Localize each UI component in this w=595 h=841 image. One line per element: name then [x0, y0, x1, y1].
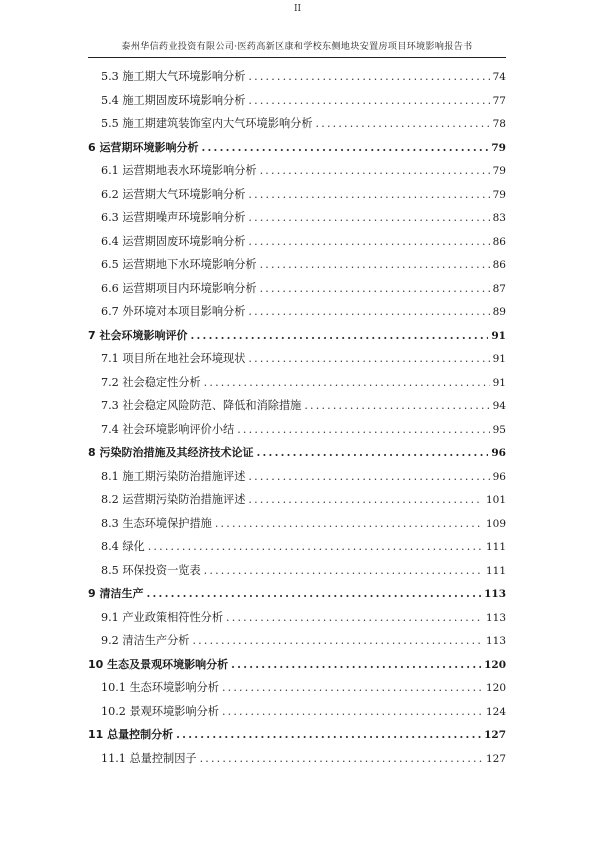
toc-entry-label: 7.2 社会稳定性分析	[101, 375, 201, 389]
toc-section-entry[interactable]	[88, 488, 506, 512]
toc-entry-page-number: 91	[492, 353, 506, 365]
toc-section-entry[interactable]	[88, 606, 506, 630]
toc-section-entry[interactable]	[88, 230, 506, 254]
toc-entry-label: 10.2 景观环境影响分析	[101, 704, 219, 718]
toc-entry-page-number: 79	[492, 165, 506, 177]
toc-dot-leader	[260, 159, 490, 183]
toc-section-entry[interactable]	[88, 465, 506, 489]
toc-dot-leader	[222, 676, 483, 700]
toc-section-entry[interactable]	[88, 112, 506, 136]
toc-dot-leader	[215, 512, 483, 536]
toc-entry-page-number: 113	[485, 611, 506, 624]
toc-dot-leader	[248, 206, 489, 230]
toc-section-entry[interactable]	[88, 300, 506, 324]
toc-entry-label: 6.6 运营期项目内环境影响分析	[101, 281, 257, 295]
toc-chapter-entry[interactable]	[88, 441, 506, 465]
toc-section-entry[interactable]	[88, 559, 506, 583]
toc-dot-leader	[248, 300, 489, 324]
toc-section-entry[interactable]	[88, 183, 506, 207]
toc-dot-leader	[190, 324, 488, 348]
toc-entry-page-number: 79	[492, 188, 506, 201]
toc-entry-label: 9.1 产业政策相符性分析	[101, 610, 224, 624]
toc-entry-label: 10 生态及景观环境影响分析	[88, 657, 229, 671]
toc-entry-label: 9 清洁生产	[88, 587, 144, 600]
toc-entry-page-number: 91	[491, 329, 506, 342]
toc-entry-label: 5.5 施工期建筑装饰室内大气环境影响分析	[101, 117, 313, 130]
toc-entry-page-number: 89	[492, 306, 506, 318]
toc-entry-label: 6.3 运营期噪声环境影响分析	[101, 211, 246, 224]
toc-entry-label: 11.1 总量控制因子	[101, 751, 197, 765]
toc-dot-leader	[237, 418, 489, 442]
toc-entry-page-number: 78	[492, 118, 506, 130]
toc-entry-page-number: 77	[492, 94, 506, 107]
toc-dot-leader	[192, 629, 482, 653]
toc-dot-leader	[222, 700, 483, 724]
toc-dot-leader	[316, 112, 490, 136]
toc-entry-label: 6.4 运营期固废环境影响分析	[101, 234, 246, 248]
toc-dot-leader	[260, 253, 490, 277]
toc-entry-page-number: 86	[492, 259, 506, 271]
toc-dot-leader	[248, 183, 489, 207]
toc-section-entry[interactable]	[88, 747, 506, 771]
toc-section-entry[interactable]	[88, 89, 506, 113]
toc-entry-label: 5.3 施工期大气环境影响分析	[101, 70, 246, 83]
toc-entry-label: 8.5 环保投资一览表	[101, 563, 201, 577]
toc-entry-page-number: 86	[492, 235, 506, 248]
toc-dot-leader	[248, 65, 489, 89]
toc-entry-label: 6.5 运营期地下水环境影响分析	[101, 258, 257, 271]
toc-dot-leader	[260, 277, 490, 301]
toc-entry-page-number: 95	[492, 423, 506, 436]
toc-entry-page-number: 96	[492, 470, 506, 483]
toc-entry-label: 8.1 施工期污染防治措施评述	[101, 469, 246, 483]
toc-entry-page-number: 124	[485, 705, 506, 718]
toc-dot-leader	[248, 347, 489, 371]
toc-dot-leader	[248, 465, 489, 489]
table-of-contents	[88, 65, 506, 770]
toc-entry-page-number: 96	[491, 447, 506, 459]
toc-dot-leader	[304, 394, 489, 418]
document-header: 泰州华信药业投资有限公司·医药高新区康和学校东侧地块安置房项目环境影响报告书	[121, 42, 473, 52]
toc-dot-leader	[204, 371, 490, 395]
toc-section-entry[interactable]	[88, 512, 506, 536]
toc-dot-leader	[256, 441, 488, 465]
toc-entry-label: 6 运营期环境影响分析	[88, 140, 199, 154]
toc-entry-label: 6.2 运营期大气环境影响分析	[101, 187, 246, 201]
toc-dot-leader	[176, 723, 481, 747]
toc-entry-page-number: 120	[485, 682, 506, 694]
toc-entry-label: 5.4 施工期固废环境影响分析	[101, 93, 246, 107]
toc-section-entry[interactable]	[88, 371, 506, 395]
toc-dot-leader	[201, 136, 488, 160]
toc-section-entry[interactable]	[88, 418, 506, 442]
toc-dot-leader	[146, 582, 481, 606]
toc-entry-page-number: 127	[485, 752, 506, 765]
toc-entry-label: 9.2 清洁生产分析	[101, 634, 190, 647]
toc-entry-page-number: 111	[485, 541, 506, 553]
toc-entry-page-number: 83	[492, 212, 506, 224]
toc-section-entry[interactable]	[88, 65, 506, 89]
toc-section-entry[interactable]	[88, 676, 506, 700]
toc-dot-leader	[148, 535, 483, 559]
toc-section-entry[interactable]	[88, 535, 506, 559]
toc-entry-page-number: 74	[492, 71, 506, 83]
toc-chapter-entry[interactable]	[88, 653, 506, 677]
toc-section-entry[interactable]	[88, 629, 506, 653]
toc-chapter-entry[interactable]	[88, 324, 506, 348]
toc-entry-page-number: 87	[492, 282, 506, 295]
toc-entry-page-number: 120	[484, 658, 506, 671]
toc-dot-leader	[200, 747, 483, 771]
toc-section-entry[interactable]	[88, 206, 506, 230]
toc-chapter-entry[interactable]	[88, 723, 506, 747]
toc-section-entry[interactable]	[88, 394, 506, 418]
toc-chapter-entry[interactable]	[88, 136, 506, 160]
toc-entry-label: 6.1 运营期地表水环境影响分析	[101, 164, 257, 177]
toc-entry-label: 10.1 生态环境影响分析	[101, 681, 219, 694]
toc-dot-leader	[248, 488, 483, 512]
toc-entry-label: 7.4 社会环境影响评价小结	[101, 422, 235, 436]
toc-section-entry[interactable]	[88, 347, 506, 371]
toc-dot-leader	[204, 559, 483, 583]
toc-entry-label: 7.3 社会稳定风险防范、降低和消除措施	[101, 399, 302, 412]
toc-dot-leader	[226, 606, 483, 630]
toc-entry-label: 11 总量控制分析	[88, 728, 174, 741]
toc-entry-label: 8 污染防治措施及其经济技术论证	[88, 446, 254, 459]
header-divider	[88, 57, 506, 58]
toc-entry-page-number: 79	[491, 141, 506, 154]
toc-dot-leader	[248, 89, 489, 113]
toc-section-entry[interactable]	[88, 253, 506, 277]
toc-entry-label: 8.3 生态环境保护措施	[101, 516, 212, 530]
toc-dot-leader	[248, 230, 489, 254]
toc-entry-page-number: 127	[484, 729, 506, 741]
toc-entry-label: 6.7 外环境对本项目影响分析	[101, 305, 246, 318]
toc-entry-page-number: 101	[485, 494, 506, 506]
page-number: II	[293, 4, 302, 14]
toc-entry-page-number: 111	[485, 564, 506, 577]
toc-entry-label: 7.1 项目所在地社会环境现状	[101, 352, 246, 365]
toc-section-entry[interactable]	[88, 277, 506, 301]
toc-section-entry[interactable]	[88, 700, 506, 724]
toc-entry-label: 7 社会环境影响评价	[88, 328, 188, 342]
toc-entry-page-number: 94	[492, 400, 506, 412]
toc-entry-page-number: 113	[485, 635, 506, 647]
toc-entry-page-number: 113	[484, 588, 506, 600]
toc-dot-leader	[231, 653, 481, 677]
toc-entry-page-number: 109	[485, 517, 506, 530]
toc-chapter-entry[interactable]	[88, 582, 506, 606]
toc-section-entry[interactable]	[88, 159, 506, 183]
toc-entry-page-number: 91	[492, 376, 506, 389]
toc-entry-label: 8.4 绿化	[101, 540, 145, 553]
toc-entry-label: 8.2 运营期污染防治措施评述	[101, 493, 246, 506]
